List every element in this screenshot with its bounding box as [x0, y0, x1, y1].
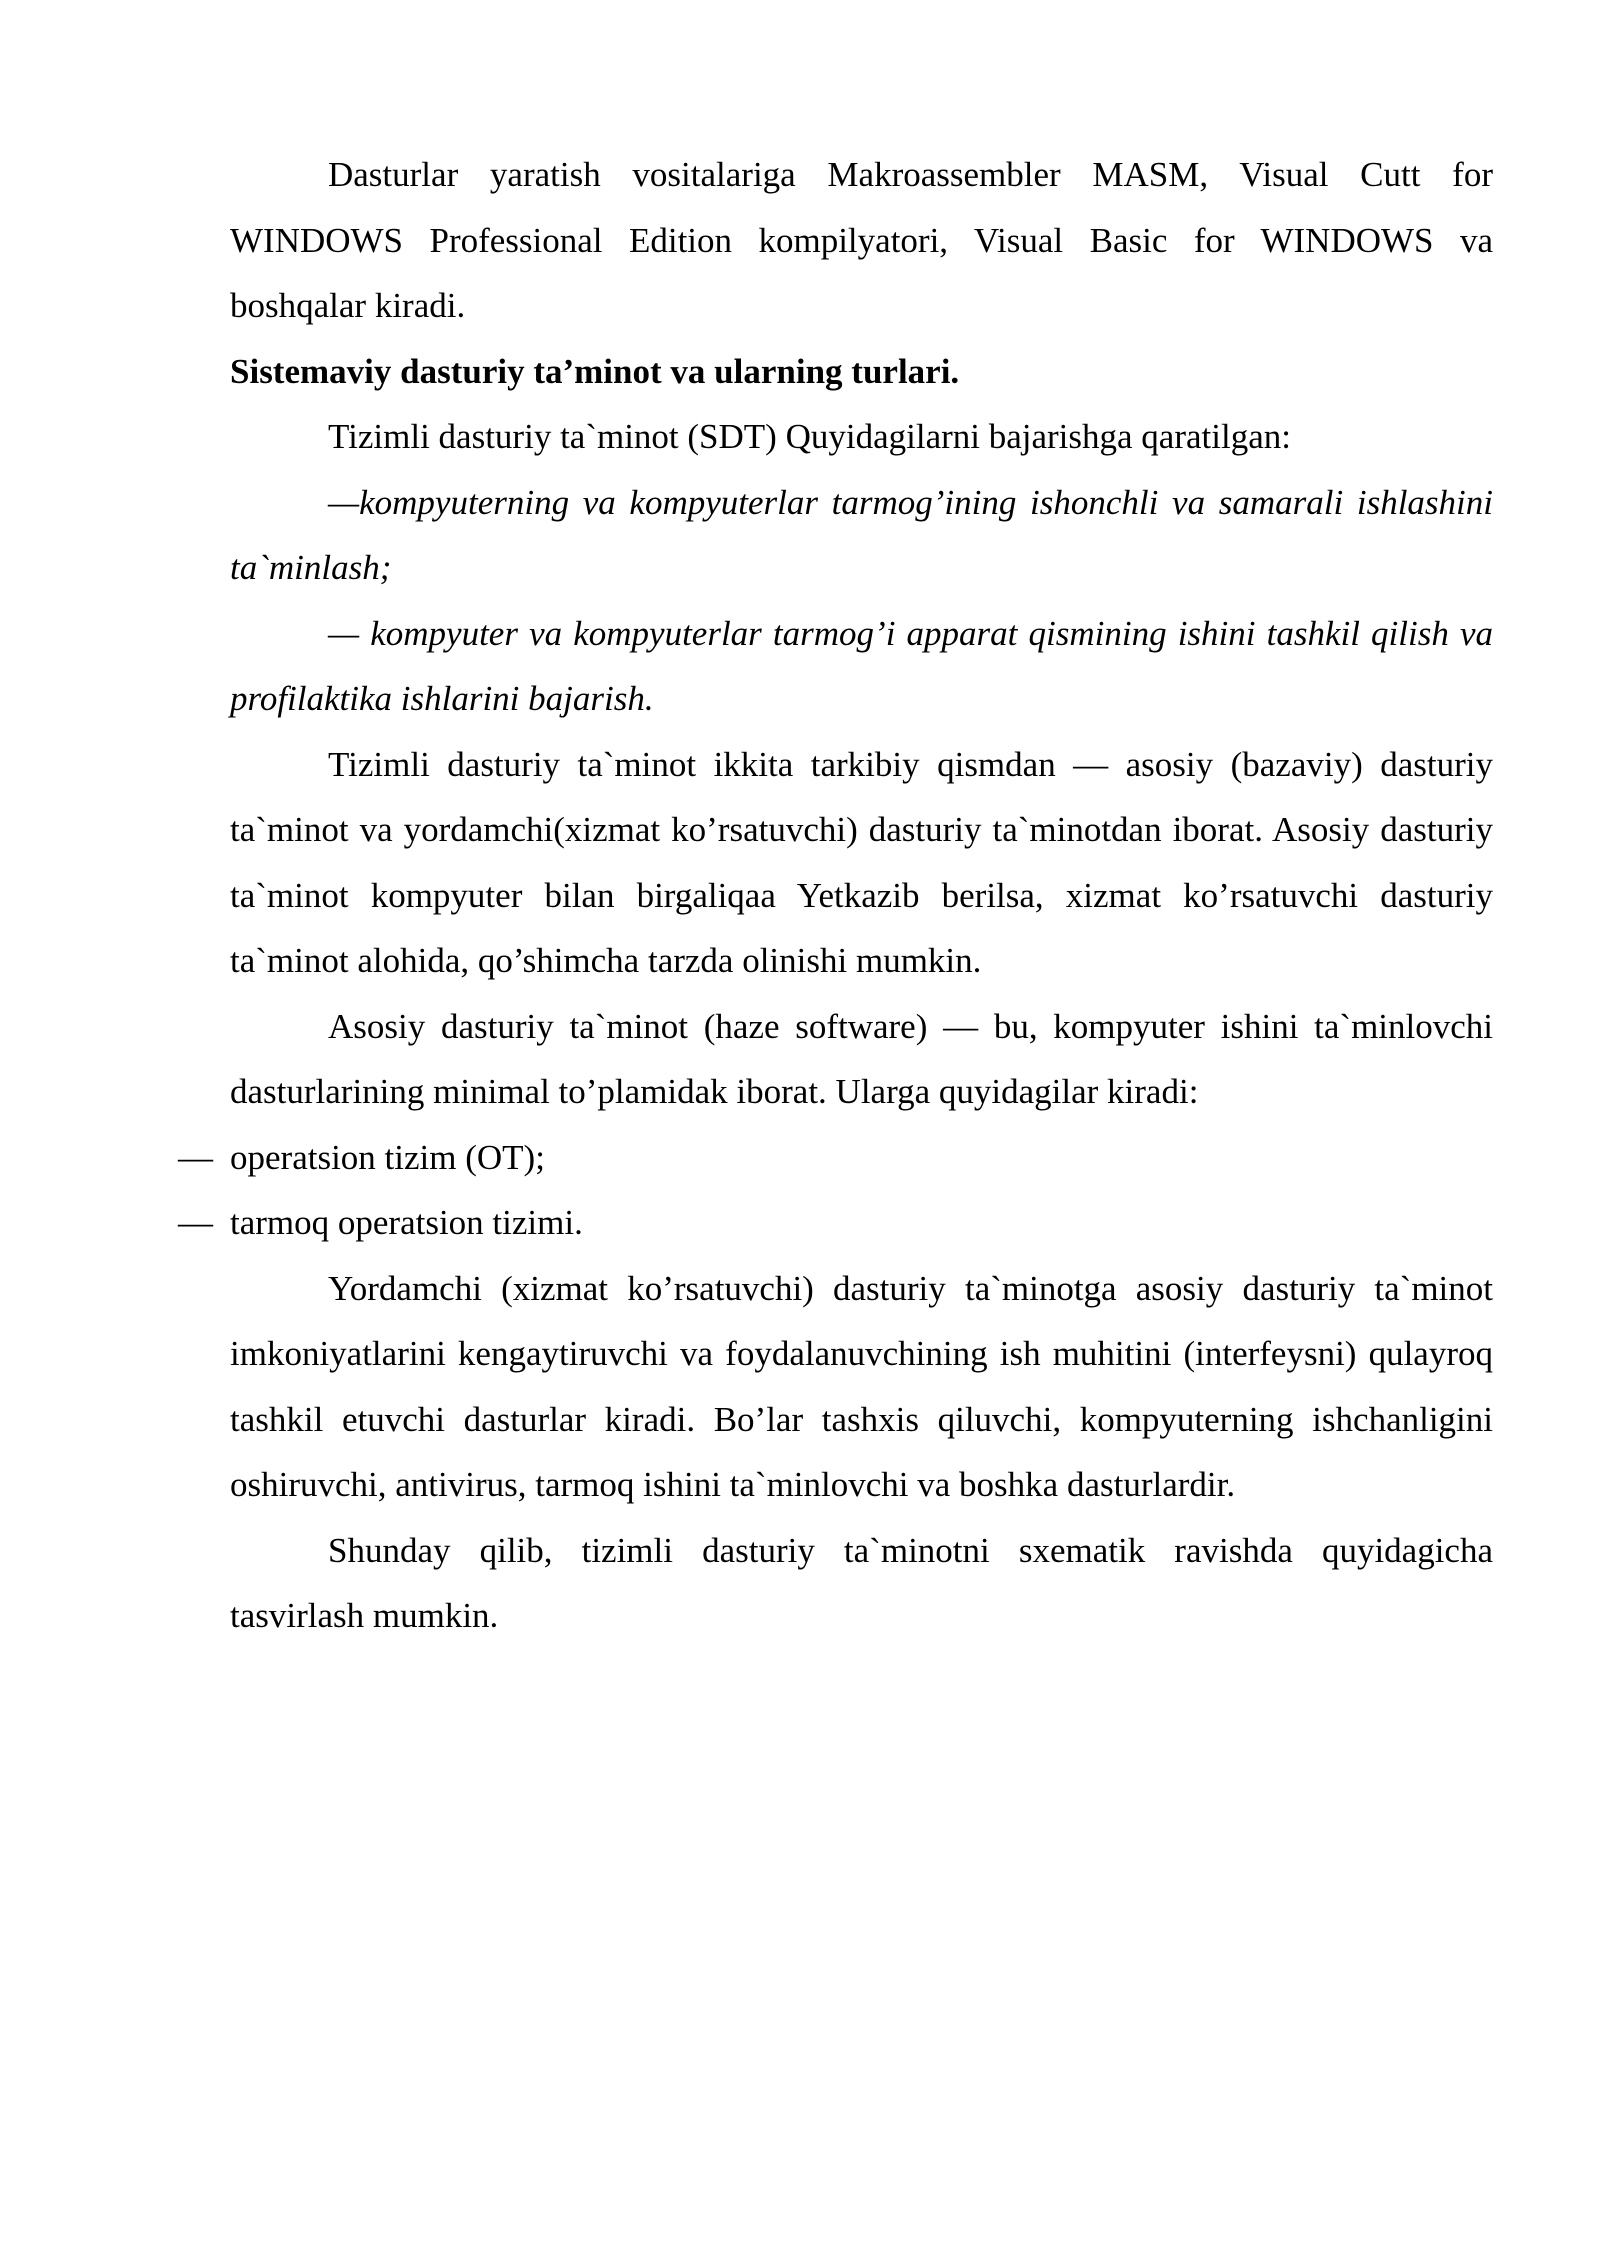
paragraph-conclusion: Shunday qilib, tizimli dasturiy ta`minotni sxematik ravishda quyidagicha tasvirlash mumkin.	[230, 1530, 1493, 1635]
list-item-text: tarmoq operatsion tizimi.	[230, 1203, 583, 1242]
list-item-network-os	[178, 1190, 1493, 1256]
list-item-operating-system	[178, 1125, 1493, 1191]
section-heading: Sistemaviy dasturiy ta’minot va ularning turlari.	[230, 351, 960, 391]
bullet-dash: —	[178, 1137, 213, 1177]
bullet-dash: —	[178, 1203, 213, 1242]
paragraph-base-software: Asosiy dasturiy ta`minot (haze software) — bu, kompyuter ishini ta`minlovchi dasturlarining minimal to’plamidak iborat. Ularga quyidagilar kiradi:	[230, 1006, 1493, 1111]
paragraph-purpose-item-2: — kompyuter va kompyuterlar tarmog’i apparat qismining ishini tashkil qilish va profilaktika ishlarini bajarish.	[230, 613, 1493, 718]
paragraph-purpose-item-1: —kompyuterning va kompyuterlar tarmog’ining ishonchli va samarali ishlashini ta`minlash;	[230, 482, 1493, 587]
list-item-text: operatsion tizim (OT);	[230, 1137, 545, 1177]
paragraph-programming-tools: Dasturlar yaratish vositalariga Makroassembler MASM, Visual Cutt for WINDOWS Professional Edition kompilyatori, Visual Basic for WINDOWS va boshqalar kiradi.	[230, 155, 1493, 325]
paragraph-sdt-purpose: Tizimli dasturiy ta`minot (SDT) Quyidagilarni bajarishga qaratilgan:	[328, 417, 1291, 456]
document-body	[178, 142, 1493, 1649]
paragraph-auxiliary-software: Yordamchi (xizmat ko’rsatuvchi) dasturiy ta`minotga asosiy dasturiy ta`minot imkoniyatlarini kengaytiruvchi va foydalanuvchining ish muhitini (interfeysni) qulayroq tashkil etuvchi dasturlar kiradi. Bo’lar tashxis qiluvchi, kompyuterning ishchanligini oshiruvchi, antivirus, tarmoq ishini ta`minlovchi va boshka dasturlardir.	[230, 1268, 1493, 1504]
paragraph-sdt-components: Tizimli dasturiy ta`minot ikkita tarkibiy qismdan — asosiy (bazaviy) dasturiy ta`minot va yordamchi(xizmat ko’rsatuvchi) dasturiy ta`minotdan iborat. Asosiy dasturiy ta`minot kompyuter bilan birgaliqaa Yetkazib berilsa, xizmat ko’rsatuvchi dasturiy ta`minot alohida, qo’shimcha tarzda olinishi mumkin.	[230, 744, 1493, 980]
